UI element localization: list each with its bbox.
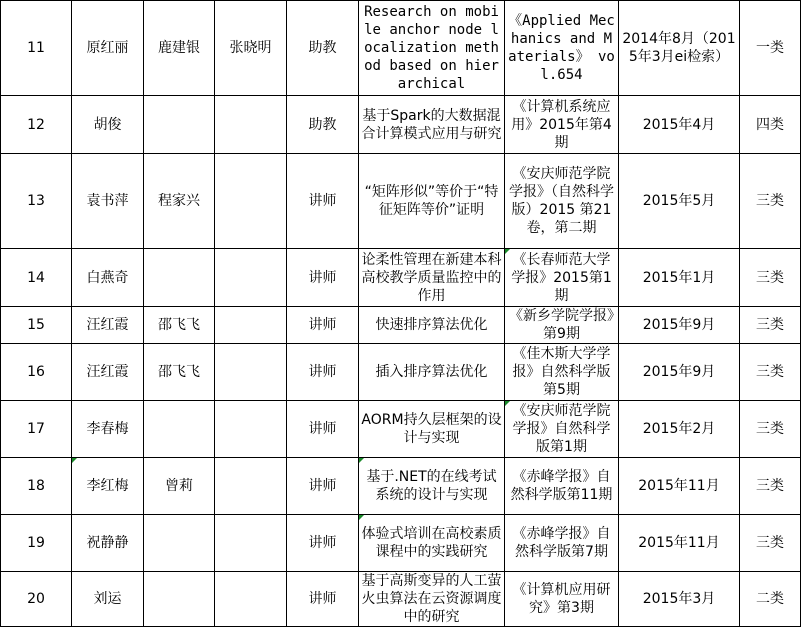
- academic-title: 讲师: [287, 458, 359, 515]
- paper-title: AORM持久层框架的设计与实现: [359, 401, 505, 458]
- third-author: [215, 572, 287, 627]
- second-author: 曾莉: [144, 458, 215, 515]
- academic-title: 讲师: [287, 515, 359, 572]
- journal-name: [505, 249, 619, 307]
- academic-title: 讲师: [287, 572, 359, 627]
- third-author: [215, 401, 287, 458]
- first-author: 汪红霞: [72, 307, 144, 344]
- second-author: 邵飞飞: [144, 344, 215, 401]
- publish-date: 2015年5月: [619, 154, 740, 249]
- category: 三类: [740, 249, 801, 307]
- comment-marker: [72, 458, 77, 463]
- comment-marker: [505, 401, 510, 406]
- row-number: 15: [1, 307, 72, 344]
- category: 三类: [740, 515, 801, 572]
- publish-date: 2015年9月: [619, 307, 740, 344]
- category: 三类: [740, 458, 801, 515]
- category: 三类: [740, 344, 801, 401]
- journal-name: 《安庆师范学院学报》（自然科学版）2015 第21卷，第二期: [505, 154, 619, 249]
- table-row: [1, 572, 801, 627]
- category: 三类: [740, 154, 801, 249]
- row-number: 12: [1, 96, 72, 154]
- third-author: [215, 307, 287, 344]
- category: 三类: [740, 401, 801, 458]
- publish-date: 2014年8月（2015年3月ei检索）: [619, 1, 740, 96]
- category: 三类: [740, 307, 801, 344]
- first-author: [72, 458, 144, 515]
- second-author: [144, 515, 215, 572]
- second-author: [144, 401, 215, 458]
- journal-name: 《计算机应用研究》第3期: [505, 572, 619, 627]
- publish-date: 2015年2月: [619, 401, 740, 458]
- paper-title: Research on mobile anchor node localization method based on hierarchical: [359, 1, 505, 96]
- publish-date: 2015年1月: [619, 249, 740, 307]
- paper-title: 基于Spark的大数据混合计算模式应用与研究: [359, 96, 505, 154]
- academic-title: 助教: [287, 1, 359, 96]
- first-author: 祝静静: [72, 515, 144, 572]
- third-author: [215, 515, 287, 572]
- paper-title: 快速排序算法优化: [359, 307, 505, 344]
- row-number: 17: [1, 401, 72, 458]
- third-author: 张晓明: [215, 1, 287, 96]
- publish-date: 2015年9月: [619, 344, 740, 401]
- paper-title: [359, 458, 505, 515]
- category: 四类: [740, 96, 801, 154]
- author-text: 李红梅: [86, 478, 129, 494]
- comment-marker: [359, 515, 364, 520]
- journal-name: 《赤峰学报》自然科学版第11期: [505, 458, 619, 515]
- academic-title: 助教: [287, 96, 359, 154]
- row-number: 19: [1, 515, 72, 572]
- first-author: 汪红霞: [72, 344, 144, 401]
- category: 二类: [740, 572, 801, 627]
- journal-text: 《安庆师范学院学报》自然科学版第1期: [512, 403, 611, 455]
- second-author: 鹿建银: [144, 1, 215, 96]
- table-row: [1, 401, 801, 458]
- academic-title: 讲师: [287, 307, 359, 344]
- row-number: 13: [1, 154, 72, 249]
- journal-name: 《佳木斯大学学报》自然科学版第5期: [505, 344, 619, 401]
- paper-text: 体验式培训在高校素质课程中的实践研究: [361, 526, 502, 560]
- first-author: 白燕奇: [72, 249, 144, 307]
- paper-title: [359, 515, 505, 572]
- third-author: [215, 154, 287, 249]
- journal-name: [505, 401, 619, 458]
- journal-name: 《Applied Mechanics and Materials》 vol.654: [505, 1, 619, 96]
- paper-title: “矩阵形似”等价于“特征矩阵等价”证明: [359, 154, 505, 249]
- row-number: 20: [1, 572, 72, 627]
- academic-title: 讲师: [287, 344, 359, 401]
- third-author: [215, 344, 287, 401]
- comment-marker: [359, 458, 364, 463]
- first-author: 袁书萍: [72, 154, 144, 249]
- row-number: 16: [1, 344, 72, 401]
- third-author: [215, 458, 287, 515]
- paper-title: 插入排序算法优化: [359, 344, 505, 401]
- second-author: 邵飞飞: [144, 307, 215, 344]
- journal-name: 《赤峰学报》自然科学版第7期: [505, 515, 619, 572]
- comment-marker: [505, 249, 510, 254]
- second-author: [144, 572, 215, 627]
- second-author: 程家兴: [144, 154, 215, 249]
- publish-date: 2015年3月: [619, 572, 740, 627]
- row-number: 14: [1, 249, 72, 307]
- second-author: [144, 249, 215, 307]
- journal-name: 《新乡学院学报》第9期: [505, 307, 619, 344]
- first-author: 原红丽: [72, 1, 144, 96]
- table-row: [1, 1, 801, 96]
- first-author: 李春梅: [72, 401, 144, 458]
- journal-name: 《计算机系统应用》2015年第4期: [505, 96, 619, 154]
- paper-text: 基于.NET的在线考试系统的设计与实现: [366, 469, 497, 503]
- table-row: [1, 96, 801, 154]
- table-row: [1, 249, 801, 307]
- row-number: 11: [1, 1, 72, 96]
- publish-date: 2015年11月: [619, 458, 740, 515]
- table-row: [1, 307, 801, 344]
- third-author: [215, 249, 287, 307]
- academic-title: 讲师: [287, 249, 359, 307]
- paper-title: 论柔性管理在新建本科高校教学质量监控中的作用: [359, 249, 505, 307]
- publish-date: 2015年4月: [619, 96, 740, 154]
- category: 一类: [740, 1, 801, 96]
- first-author: 刘运: [72, 572, 144, 627]
- journal-text: 《长春师范大学学报》2015第1期: [511, 251, 612, 304]
- first-author: 胡俊: [72, 96, 144, 154]
- table-row: [1, 154, 801, 249]
- second-author: [144, 96, 215, 154]
- table-row: [1, 458, 801, 515]
- academic-title: 讲师: [287, 401, 359, 458]
- table-row: [1, 344, 801, 401]
- third-author: [215, 96, 287, 154]
- paper-title: 基于高斯变异的人工萤火虫算法在云资源调度中的研究: [359, 572, 505, 627]
- table-row: [1, 515, 801, 572]
- publish-date: 2015年11月: [619, 515, 740, 572]
- academic-title: 讲师: [287, 154, 359, 249]
- row-number: 18: [1, 458, 72, 515]
